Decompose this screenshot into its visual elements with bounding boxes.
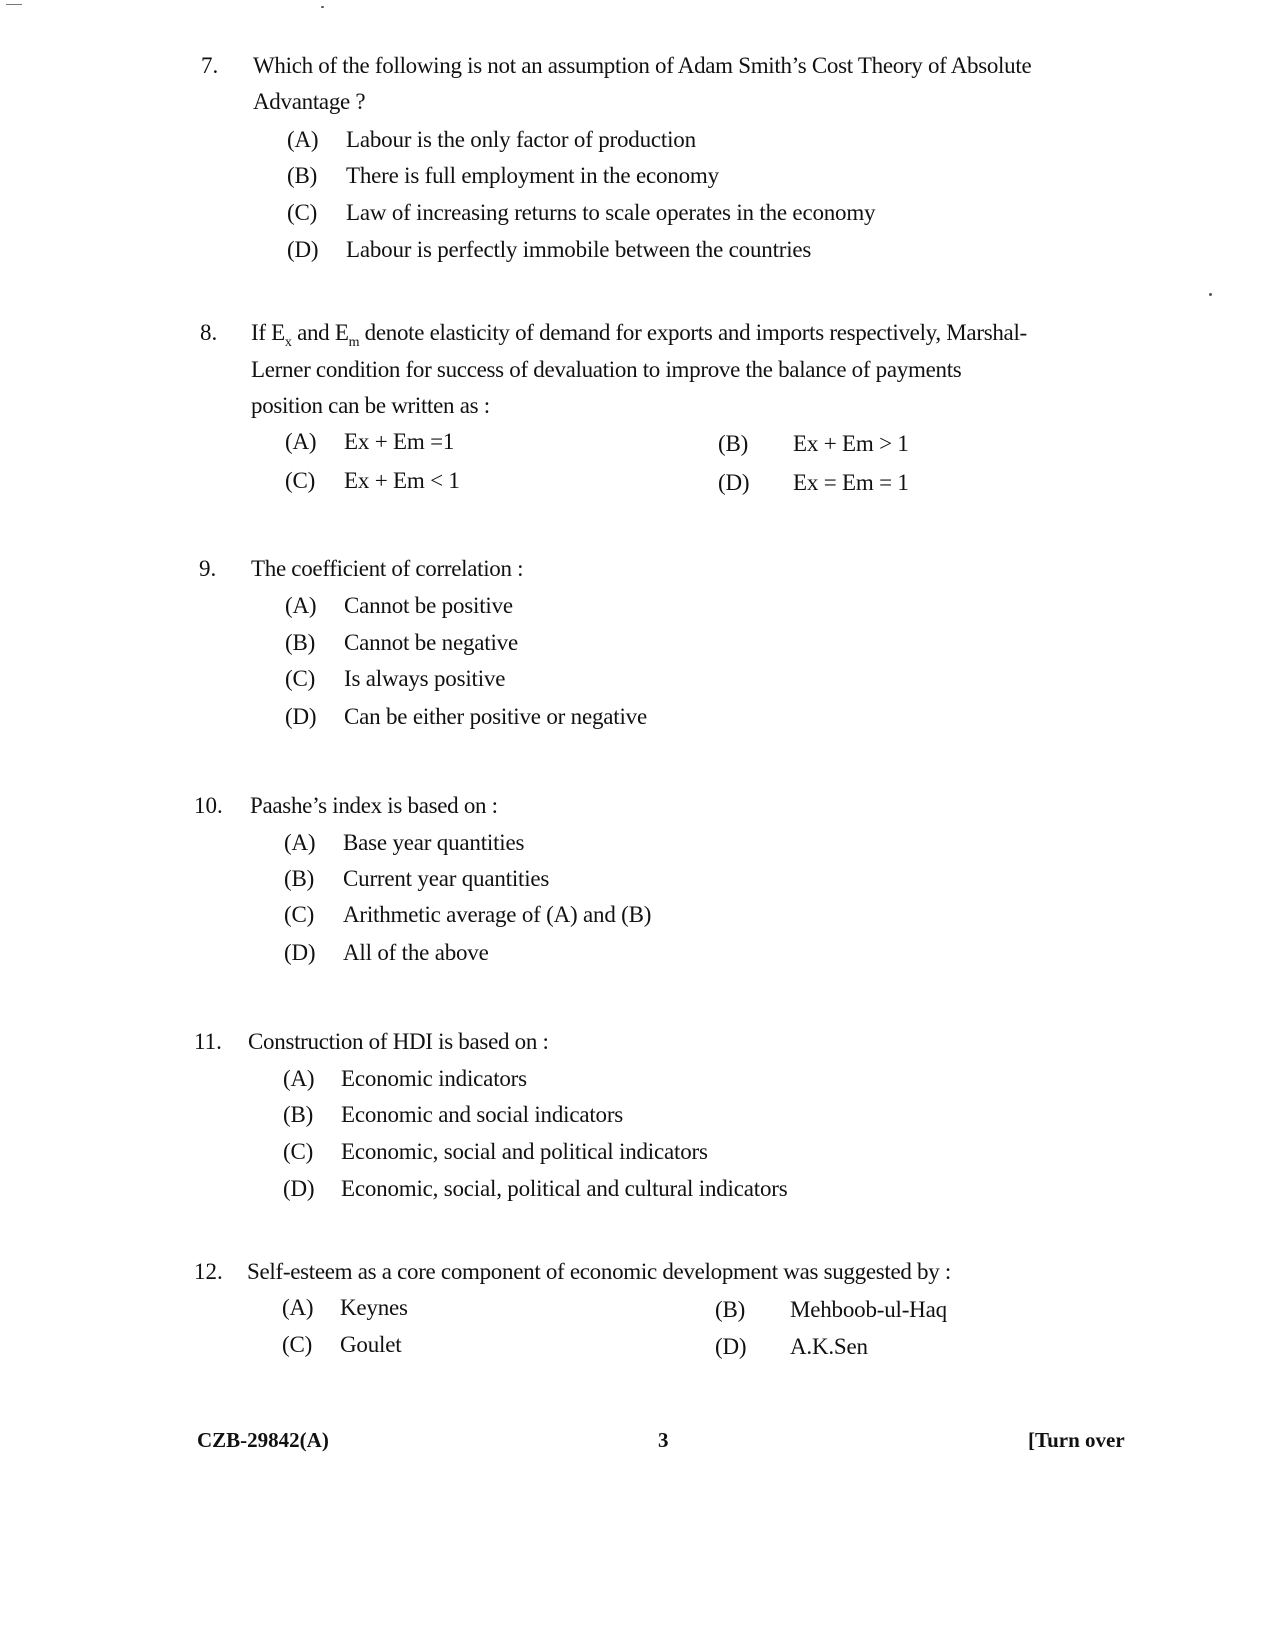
question-text: Self-esteem as a core component of economic development was suggested by : xyxy=(247,1259,951,1284)
option-letter: (C) xyxy=(283,1139,314,1164)
page-number: 3 xyxy=(658,1428,669,1452)
option-text: Labour is perfectly immobile between the countries xyxy=(346,237,812,262)
scan-dot xyxy=(1209,293,1212,296)
option-letter: (C) xyxy=(285,468,316,493)
option-letter: (D) xyxy=(284,940,316,965)
option-letter: (C) xyxy=(284,902,315,927)
option-text: Cannot be positive xyxy=(344,593,513,618)
option-text: Keynes xyxy=(340,1295,408,1320)
question-text: The coefficient of correlation : xyxy=(251,556,524,581)
option-letter: (B) xyxy=(718,431,749,456)
option-text: Economic indicators xyxy=(341,1066,527,1091)
option-text: Ex + Em > 1 xyxy=(793,431,909,456)
option-letter: (B) xyxy=(284,866,315,891)
option-text: Current year quantities xyxy=(343,866,550,891)
option-letter: (B) xyxy=(283,1102,314,1127)
option-text: Economic, social, political and cultural indicators xyxy=(341,1176,788,1201)
option-letter: (A) xyxy=(285,429,317,454)
option-letter: (A) xyxy=(282,1295,314,1320)
question-text-continued: position can be written as : xyxy=(251,393,490,418)
option-text: All of the above xyxy=(343,940,489,965)
question-number: 12. xyxy=(194,1259,223,1284)
question-text-part: If E xyxy=(251,320,285,345)
option-text: Cannot be negative xyxy=(344,630,518,655)
option-text: Ex + Em =1 xyxy=(344,429,455,454)
question-number: 7. xyxy=(201,53,219,78)
option-letter: (D) xyxy=(285,704,317,729)
question-text: Construction of HDI is based on : xyxy=(248,1029,549,1054)
question-text xyxy=(251,315,1051,355)
option-text: Law of increasing returns to scale operates in the economy xyxy=(346,200,876,225)
option-letter: (C) xyxy=(282,1332,313,1357)
question-text-continued: Lerner condition for success of devaluation to improve the balance of payments xyxy=(251,357,962,382)
question-number: 11. xyxy=(194,1029,222,1054)
option-text: Ex = Em = 1 xyxy=(793,470,909,495)
question-text: Which of the following is not an assumption of Adam Smith’s Cost Theory of Absolute xyxy=(253,53,1032,78)
page-footer xyxy=(0,1420,1275,1460)
option-text: Labour is the only factor of production xyxy=(346,127,696,152)
option-text: Economic, social and political indicators xyxy=(341,1139,708,1164)
question-text-continued: Advantage ? xyxy=(253,89,366,114)
option-text: A.K.Sen xyxy=(790,1334,868,1359)
option-text: Economic and social indicators xyxy=(341,1102,624,1127)
turn-over-note: [Turn over xyxy=(1028,1428,1125,1452)
question-number: 8. xyxy=(200,320,218,345)
option-letter: (C) xyxy=(287,200,318,225)
scan-mark xyxy=(6,4,22,5)
question-number: 9. xyxy=(199,556,217,581)
option-letter: (B) xyxy=(285,630,316,655)
option-letter: (B) xyxy=(287,163,318,188)
subscript-x: x xyxy=(284,335,292,350)
option-text: Ex + Em < 1 xyxy=(344,468,460,493)
option-letter: (A) xyxy=(287,127,319,152)
option-letter: (A) xyxy=(284,830,316,855)
option-text: There is full employment in the economy xyxy=(346,163,719,188)
option-text: Goulet xyxy=(340,1332,402,1357)
option-letter: (A) xyxy=(283,1066,315,1091)
option-letter: (D) xyxy=(718,470,750,495)
option-text: Arithmetic average of (A) and (B) xyxy=(343,902,652,927)
option-letter: (D) xyxy=(283,1176,315,1201)
question-number: 10. xyxy=(194,793,223,818)
question-text: Paashe’s index is based on : xyxy=(250,793,498,818)
option-letter: (B) xyxy=(715,1297,746,1322)
question-text-part: denote elasticity of demand for exports and imports respectively, Marshal- xyxy=(359,320,1027,345)
option-text: Base year quantities xyxy=(343,830,525,855)
booklet-code: CZB-29842(A) xyxy=(197,1428,329,1452)
option-letter: (D) xyxy=(715,1334,747,1359)
option-letter: (D) xyxy=(287,237,319,262)
option-text: Can be either positive or negative xyxy=(344,704,647,729)
question-text-part: and E xyxy=(291,320,349,345)
option-text: Mehboob-ul-Haq xyxy=(790,1297,947,1322)
scan-dot xyxy=(321,6,324,8)
option-text: Is always positive xyxy=(344,666,506,691)
subscript-m: m xyxy=(348,335,360,350)
option-letter: (C) xyxy=(285,666,316,691)
option-letter: (A) xyxy=(285,593,317,618)
